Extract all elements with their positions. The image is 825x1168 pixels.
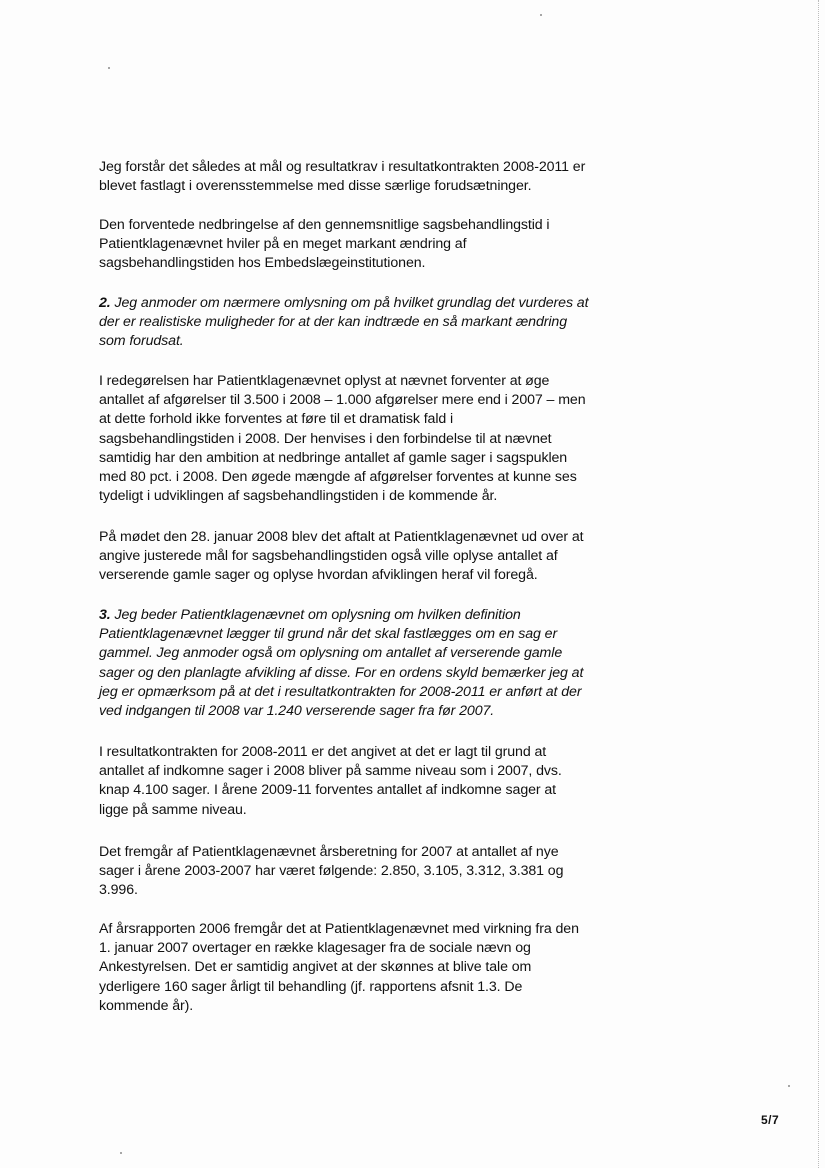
paragraph-text: På mødet den 28. januar 2008 blev det aftalt at Patientklagenævnet ud over at angive justerede mål for sagsbehandlingstiden også ville oplyse antallet af verserende gamle sager og oplyse hvordan afviklingen heraf vil foregå. bbox=[99, 529, 584, 584]
paragraph-text: Jeg forstår det således at mål og resultatkrav i resultatkontrakten 2008-2011 er blevet fastlagt i overensstemmelse med disse særlige forudsætninger. bbox=[99, 159, 586, 195]
question-body: Jeg beder Patientklagenævnet om oplysning om hvilken definition Patientklagenævnet lægger til grund når det skal fastlægges om en sag er gammel. Jeg anmoder også om oplysning om antallet af verserende gamle sager og den planlagte afvikling af disse. For en ordens skyld bemærker jeg at jeg er opmærksom på at det i resultatkontrakten for 2008-2011 er anført at der ved indgangen til 2008 var 1.240 verserende sager fra før 2007. bbox=[99, 607, 584, 720]
paragraph-text: Det fremgår af Patientklagenævnet årsberetning for 2007 at antallet af nye sager i årene 2003-2007 har været følgende: 2.850, 3.105, 3.312, 3.381 og 3.996. bbox=[99, 844, 564, 899]
question-number: 3. bbox=[99, 607, 111, 623]
page-number: 5/7 bbox=[761, 1113, 780, 1127]
question-2 bbox=[99, 294, 589, 352]
question-number: 2. bbox=[99, 295, 111, 311]
scan-speck bbox=[108, 67, 110, 69]
scan-edge bbox=[818, 0, 825, 1168]
scan-speck bbox=[788, 1085, 790, 1087]
question-body: Jeg anmoder om nærmere omlysning om på hvilket grundlag det vurderes at der er realistiske muligheder for at der kan indtræde en så markant ændring som forudsat. bbox=[99, 295, 589, 350]
paragraph-5 bbox=[99, 743, 589, 820]
question-text bbox=[99, 294, 589, 352]
scan-speck bbox=[120, 1152, 122, 1154]
paragraph-2 bbox=[99, 216, 589, 274]
paragraph-text: I resultatkontrakten for 2008-2011 er det angivet at det er lagt til grund at antallet af indkomne sager i 2008 bliver på samme niveau som i 2007, dvs. knap 4.100 sager. I årene 2009-11 forventes antallet af indkomne sager at ligge på samme niveau. bbox=[99, 744, 562, 818]
scan-speck bbox=[540, 14, 542, 16]
paragraph-6 bbox=[99, 843, 589, 901]
question-3 bbox=[99, 606, 589, 721]
paragraph-1 bbox=[99, 158, 589, 196]
paragraph-text: Den forventede nedbringelse af den gennemsnitlige sagsbehandlingstid i Patientklagenævnet hviler på en meget markant ændring af sagsbehandlingstiden hos Embedslægeinstitutionen. bbox=[99, 217, 550, 272]
paragraph-3 bbox=[99, 372, 589, 506]
question-text bbox=[99, 606, 589, 721]
paragraph-text: I redegørelsen har Patientklagenævnet oplyst at nævnet forventer at øge antallet af afgørelser til 3.500 i 2008 – 1.000 afgørelser mere end i 2007 – men at dette forhold ikke forventes at føre til et dramatisk fald i sagsbehandlingstiden i 2008. Der henvises i den forbindelse til at nævnet samtidig har den ambition at nedbringe antallet af gamle sager i sagspuklen med 80 pct. i 2008. Den øgede mængde af afgørelser forventes at kunne ses tydeligt i udviklingen af sagsbehandlingstiden i de kommende år. bbox=[99, 373, 586, 505]
paragraph-text: Af årsrapporten 2006 fremgår det at Patientklagenævnet med virkning fra den 1. januar 2007 overtager en række klagesager fra de sociale nævn og Ankestyrelsen. Det er samtidig angivet at der skønnes at blive tale om yderligere 160 sager årligt til behandling (jf. rapportens afsnit 1.3. De kommende år). bbox=[99, 921, 579, 1014]
paragraph-4 bbox=[99, 528, 589, 586]
paragraph-7 bbox=[99, 920, 589, 1016]
